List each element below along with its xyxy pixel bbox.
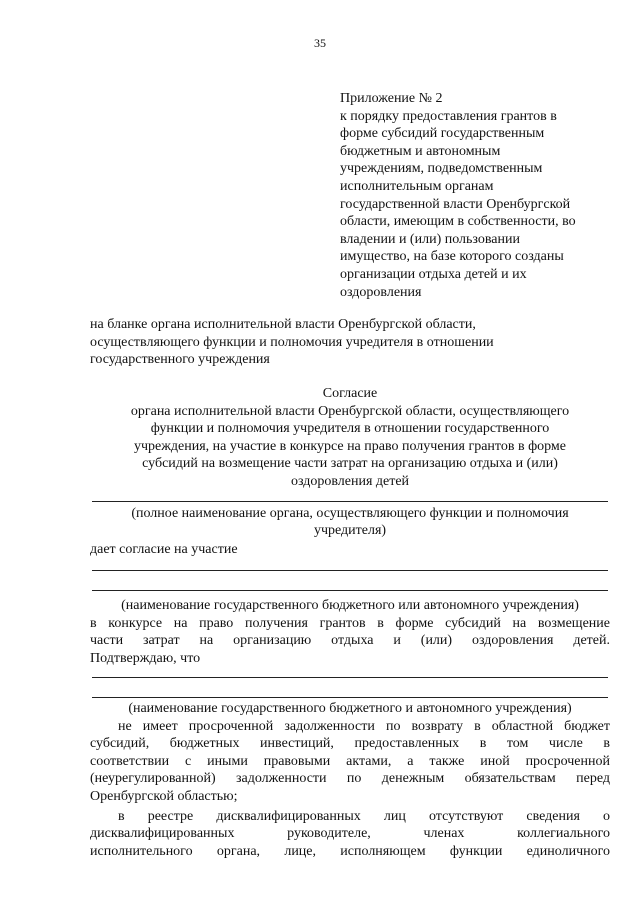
fill-line[interactable]: [92, 677, 608, 678]
paragraph-line: дисквалифицированных руководителе, членах коллегиального: [90, 826, 610, 842]
caption-line: (полное наименование органа, осуществляющего функции и полномочия: [131, 506, 569, 521]
letterhead-line: осуществляющего функции и полномочия учредителя в отношении: [90, 334, 494, 350]
page-number: 35: [314, 36, 326, 50]
paragraph-line: не имеет просроченной задолженности по возврату в областной бюджет: [118, 719, 610, 734]
consent-title-line: учреждения, на участие в конкурсе на право получения грантов в форме: [133, 438, 567, 454]
caption-line: учредителя): [313, 523, 387, 539]
appendix-line: оздоровления: [340, 284, 422, 300]
fill-line[interactable]: [92, 501, 608, 502]
letterhead-line: на бланке органа исполнительной власти Оренбургской области,: [90, 317, 476, 332]
registry-paragraph: [90, 808, 610, 860]
appendix-line: к порядку предоставления грантов в: [340, 108, 557, 124]
appendix-line: учреждениям, подведомственным: [340, 161, 543, 177]
paragraph-line: Подтверждаю, что: [90, 650, 201, 666]
letterhead-line: государственного учреждения: [90, 352, 270, 368]
paragraph-line: части затрат на организацию отдыха и (или) оздоровления детей.: [90, 633, 610, 649]
consent-title-block: [90, 385, 610, 491]
appendix-title: Приложение № 2: [340, 91, 443, 106]
caption-institution: (наименование государственного бюджетного или автономного учреждения): [121, 598, 579, 613]
consent-title-line: субсидий на возмещение части затрат на организацию отдыха и (или): [142, 456, 558, 472]
appendix-line: организации отдыха детей и их: [340, 266, 527, 282]
consent-title-line: функции и полномочия учредителя в отношении государственного: [150, 421, 550, 437]
consent-title-line: органа исполнительной власти Оренбургской области, осуществляющего: [130, 403, 570, 419]
appendix-header: [340, 90, 610, 301]
appendix-line: исполнительным органам: [340, 178, 494, 194]
fill-line[interactable]: [92, 697, 608, 698]
appendix-line: форме субсидий государственным: [340, 126, 545, 142]
paragraph-line: соответствии с иными правовыми актами, а также иной просроченной: [90, 753, 610, 769]
appendix-line: бюджетным и автономным: [340, 143, 501, 159]
fill-line[interactable]: [92, 570, 608, 571]
consent-heading: Согласие: [322, 386, 378, 401]
caption-organ: [90, 505, 610, 540]
appendix-line: владении и (или) пользовании: [340, 231, 520, 247]
fill-line[interactable]: [92, 590, 608, 591]
letterhead-note: [90, 316, 610, 369]
caption-institution-2: (наименование государственного бюджетного и автономного учреждения): [128, 701, 572, 716]
consent-title-line: оздоровления детей: [290, 473, 410, 489]
paragraph-line: в реестре дисквалифицированных лиц отсутствуют сведения о: [118, 809, 610, 824]
paragraph-line: (неурегулированной) задолженности по денежным обязательствам перед: [90, 771, 610, 787]
appendix-line: государственной власти Оренбургской: [340, 196, 571, 212]
contest-paragraph: [90, 615, 610, 667]
paragraph-line: исполнительного органа, лице, исполняющем функции единоличного: [90, 843, 610, 859]
debt-paragraph: [90, 718, 610, 805]
appendix-line: области, имеющим в собственности, во: [340, 214, 576, 230]
gives-consent-text: дает согласие на участие: [90, 542, 238, 557]
paragraph-line: в конкурсе на право получения грантов в форме субсидий на возмещение: [90, 616, 610, 631]
paragraph-line: субсидий, бюджетных инвестиций, предоставленных в том числе в: [90, 736, 610, 752]
appendix-line: имущество, на базе которого созданы: [340, 249, 564, 265]
paragraph-line: Оренбургской областью;: [90, 788, 238, 804]
